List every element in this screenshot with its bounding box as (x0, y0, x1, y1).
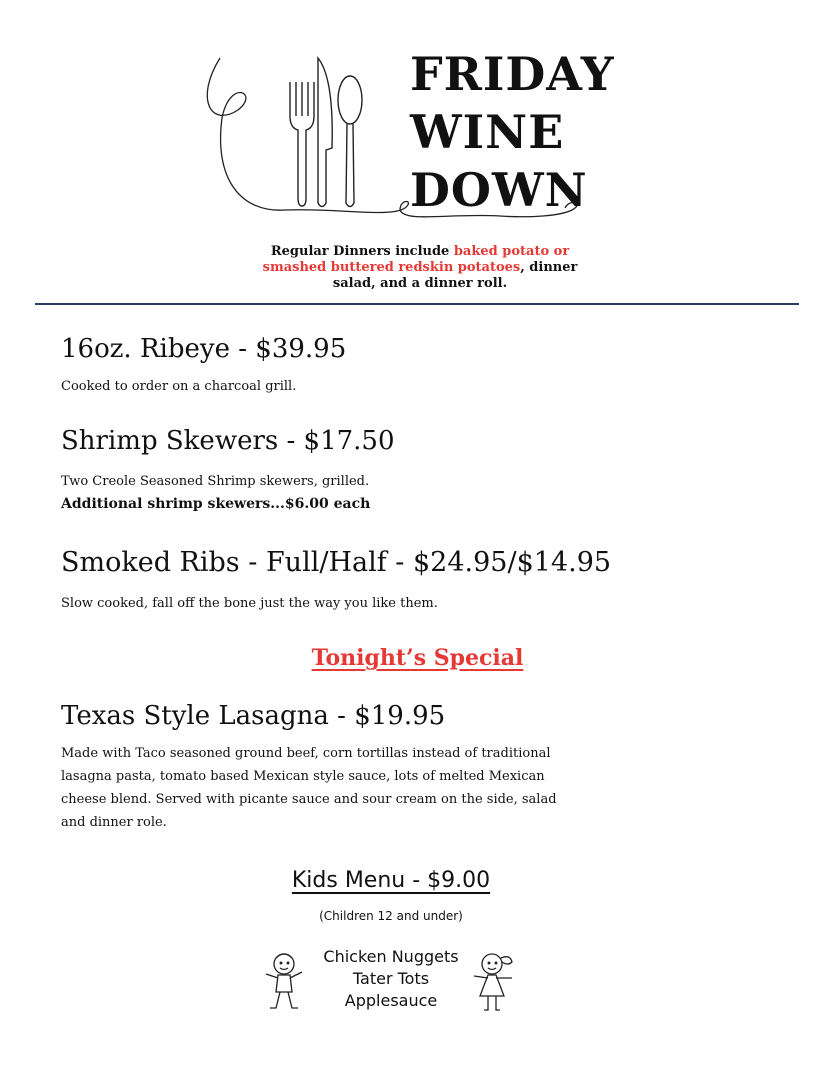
kids-item-2: Tater Tots (352, 969, 430, 988)
girl-drawing-icon (468, 948, 518, 1014)
dinner-includes-note (240, 244, 600, 292)
special-desc-line-2: lasagna pasta, tomato based Mexican style sauce, lots of melted Mexican (61, 769, 545, 784)
item-desc-ribeye: Cooked to order on a charcoal grill. (61, 379, 297, 394)
kids-menu-title: Kids Menu - $9.00 (291, 868, 491, 893)
knife-icon (318, 58, 332, 207)
title-line-2: WINE (410, 105, 565, 159)
item-desc-ribs: Slow cooked, fall off the bone just the way you like them. (61, 596, 438, 611)
item-title-ribeye: 16oz. Ribeye - $39.95 (61, 334, 347, 364)
kids-item-3: Applesauce (344, 991, 438, 1010)
title-line-3: DOWN (410, 163, 588, 217)
item-title-ribs: Smoked Ribs - Full/Half - $24.95/$14.95 (61, 547, 612, 578)
kids-item-1: Chicken Nuggets (323, 947, 459, 966)
title-line-1: FRIDAY (410, 47, 615, 101)
fork-icon (290, 82, 314, 206)
item-title-shrimp: Shrimp Skewers - $17.50 (61, 426, 395, 456)
special-desc (61, 742, 661, 834)
intro-highlight: baked potato or smashed buttered redskin potatoes (262, 244, 570, 275)
item-desc-shrimp: Two Creole Seasoned Shrimp skewers, grilled. (61, 474, 370, 489)
boy-drawing-icon (262, 948, 308, 1014)
intro-text-1: Regular Dinners include (270, 244, 454, 259)
special-desc-line-3: cheese blend. Served with picante sauce and sour cream on the side, salad (61, 792, 557, 807)
spoon-icon (338, 76, 362, 207)
special-heading: Tonight’s Special (311, 645, 524, 671)
section-divider (35, 303, 799, 305)
item-extra-shrimp: Additional shrimp skewers...$6.00 each (61, 496, 371, 512)
special-title: Texas Style Lasagna - $19.95 (61, 701, 446, 731)
special-desc-line-1: Made with Taco seasoned ground beef, corn tortillas instead of traditional (61, 746, 551, 761)
intro-text-2: , dinner salad, and a dinner roll. (332, 260, 578, 291)
special-desc-line-4: and dinner role. (61, 815, 167, 830)
kids-menu-note: (Children 12 and under) (319, 909, 463, 923)
